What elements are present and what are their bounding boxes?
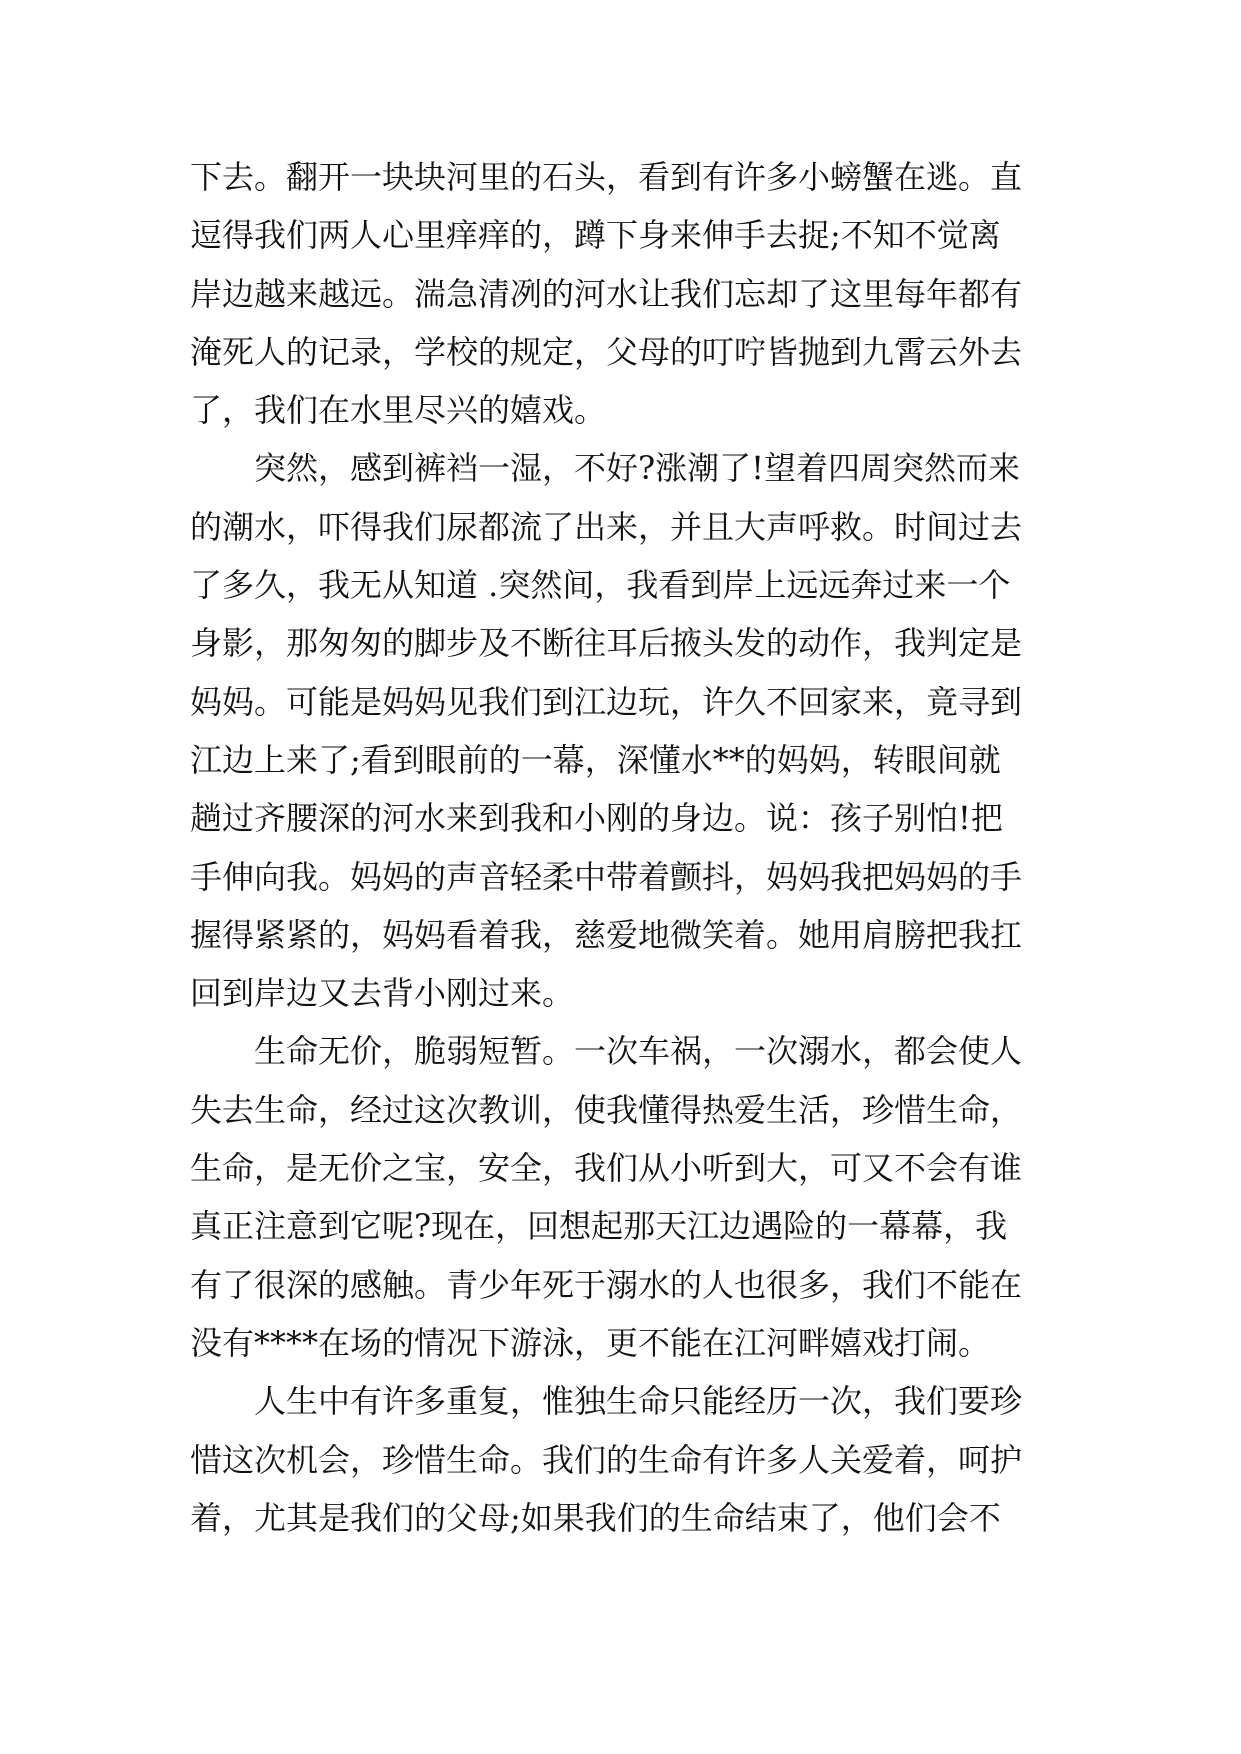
- text-line: 趟过齐腰深的河水来到我和小刚的身边。说：孩子别怕!把: [190, 799, 1003, 838]
- text-line: 了多久，我无从知道 .突然间，我看到岸上远远奔过来一个: [190, 566, 1011, 605]
- text-line: 妈妈。可能是妈妈见我们到江边玩，许久不回家来，竟寻到: [190, 682, 1023, 721]
- text-line: 生命，是无价之宝，安全，我们从小听到大，可又不会有谁: [190, 1149, 1023, 1188]
- text-line: 真正注意到它呢?现在，回想起那天江边遇险的一幕幕，我: [190, 1207, 1008, 1246]
- text-line: 回到岸边又去背小刚过来。: [190, 974, 575, 1013]
- text-line: 着，尤其是我们的父母;如果我们的生命结束了，他们会不: [190, 1498, 1001, 1537]
- text-line: 生命无价，脆弱短暂。一次车祸，一次溺水，都会使人: [190, 1032, 1023, 1071]
- body-text: [190, 148, 1050, 1547]
- text-line: 突然，感到裤裆一湿，不好?涨潮了!望着四周突然而来: [190, 449, 1021, 488]
- text-line: 握得紧紧的，妈妈看着我，慈爱地微笑着。她用肩膀把我扛: [190, 915, 1023, 954]
- text-line: 人生中有许多重复，惟独生命只能经历一次，我们要珍: [190, 1382, 1023, 1421]
- text-line: 岸边越来越远。湍急清冽的河水让我们忘却了这里每年都有: [190, 274, 1023, 313]
- text-line: 没有****在场的情况下游泳，更不能在江河畔嬉戏打闹。: [190, 1323, 991, 1362]
- text-line: 惜这次机会，珍惜生命。我们的生命有许多人关爱着，呵护: [190, 1440, 1023, 1479]
- text-line: 逗得我们两人心里痒痒的，蹲下身来伸手去捉;不知不觉离: [190, 216, 1001, 255]
- text-line: 了，我们在水里尽兴的嬉戏。: [190, 391, 607, 430]
- text-line: 手伸向我。妈妈的声音轻柔中带着颤抖，妈妈我把妈妈的手: [190, 857, 1023, 896]
- text-line: 失去生命，经过这次教训，使我懂得热爱生活，珍惜生命，: [190, 1090, 1023, 1129]
- text-line: 江边上来了;看到眼前的一幕，深懂水**的妈妈，转眼间就: [190, 740, 1001, 779]
- text-line: 身影，那匆匆的脚步及不断往耳后掖头发的动作，我判定是: [190, 624, 1023, 663]
- text-line: 的潮水，吓得我们尿都流了出来，并且大声呼救。时间过去: [190, 507, 1023, 546]
- text-line: 淹死人的记录，学校的规定，父母的叮咛皆抛到九霄云外去: [190, 332, 1023, 371]
- text-line: 有了很深的感触。青少年死于溺水的人也很多，我们不能在: [190, 1265, 1023, 1304]
- text-line: 下去。翻开一块块河里的石头，看到有许多小螃蟹在逃。直: [190, 158, 1023, 196]
